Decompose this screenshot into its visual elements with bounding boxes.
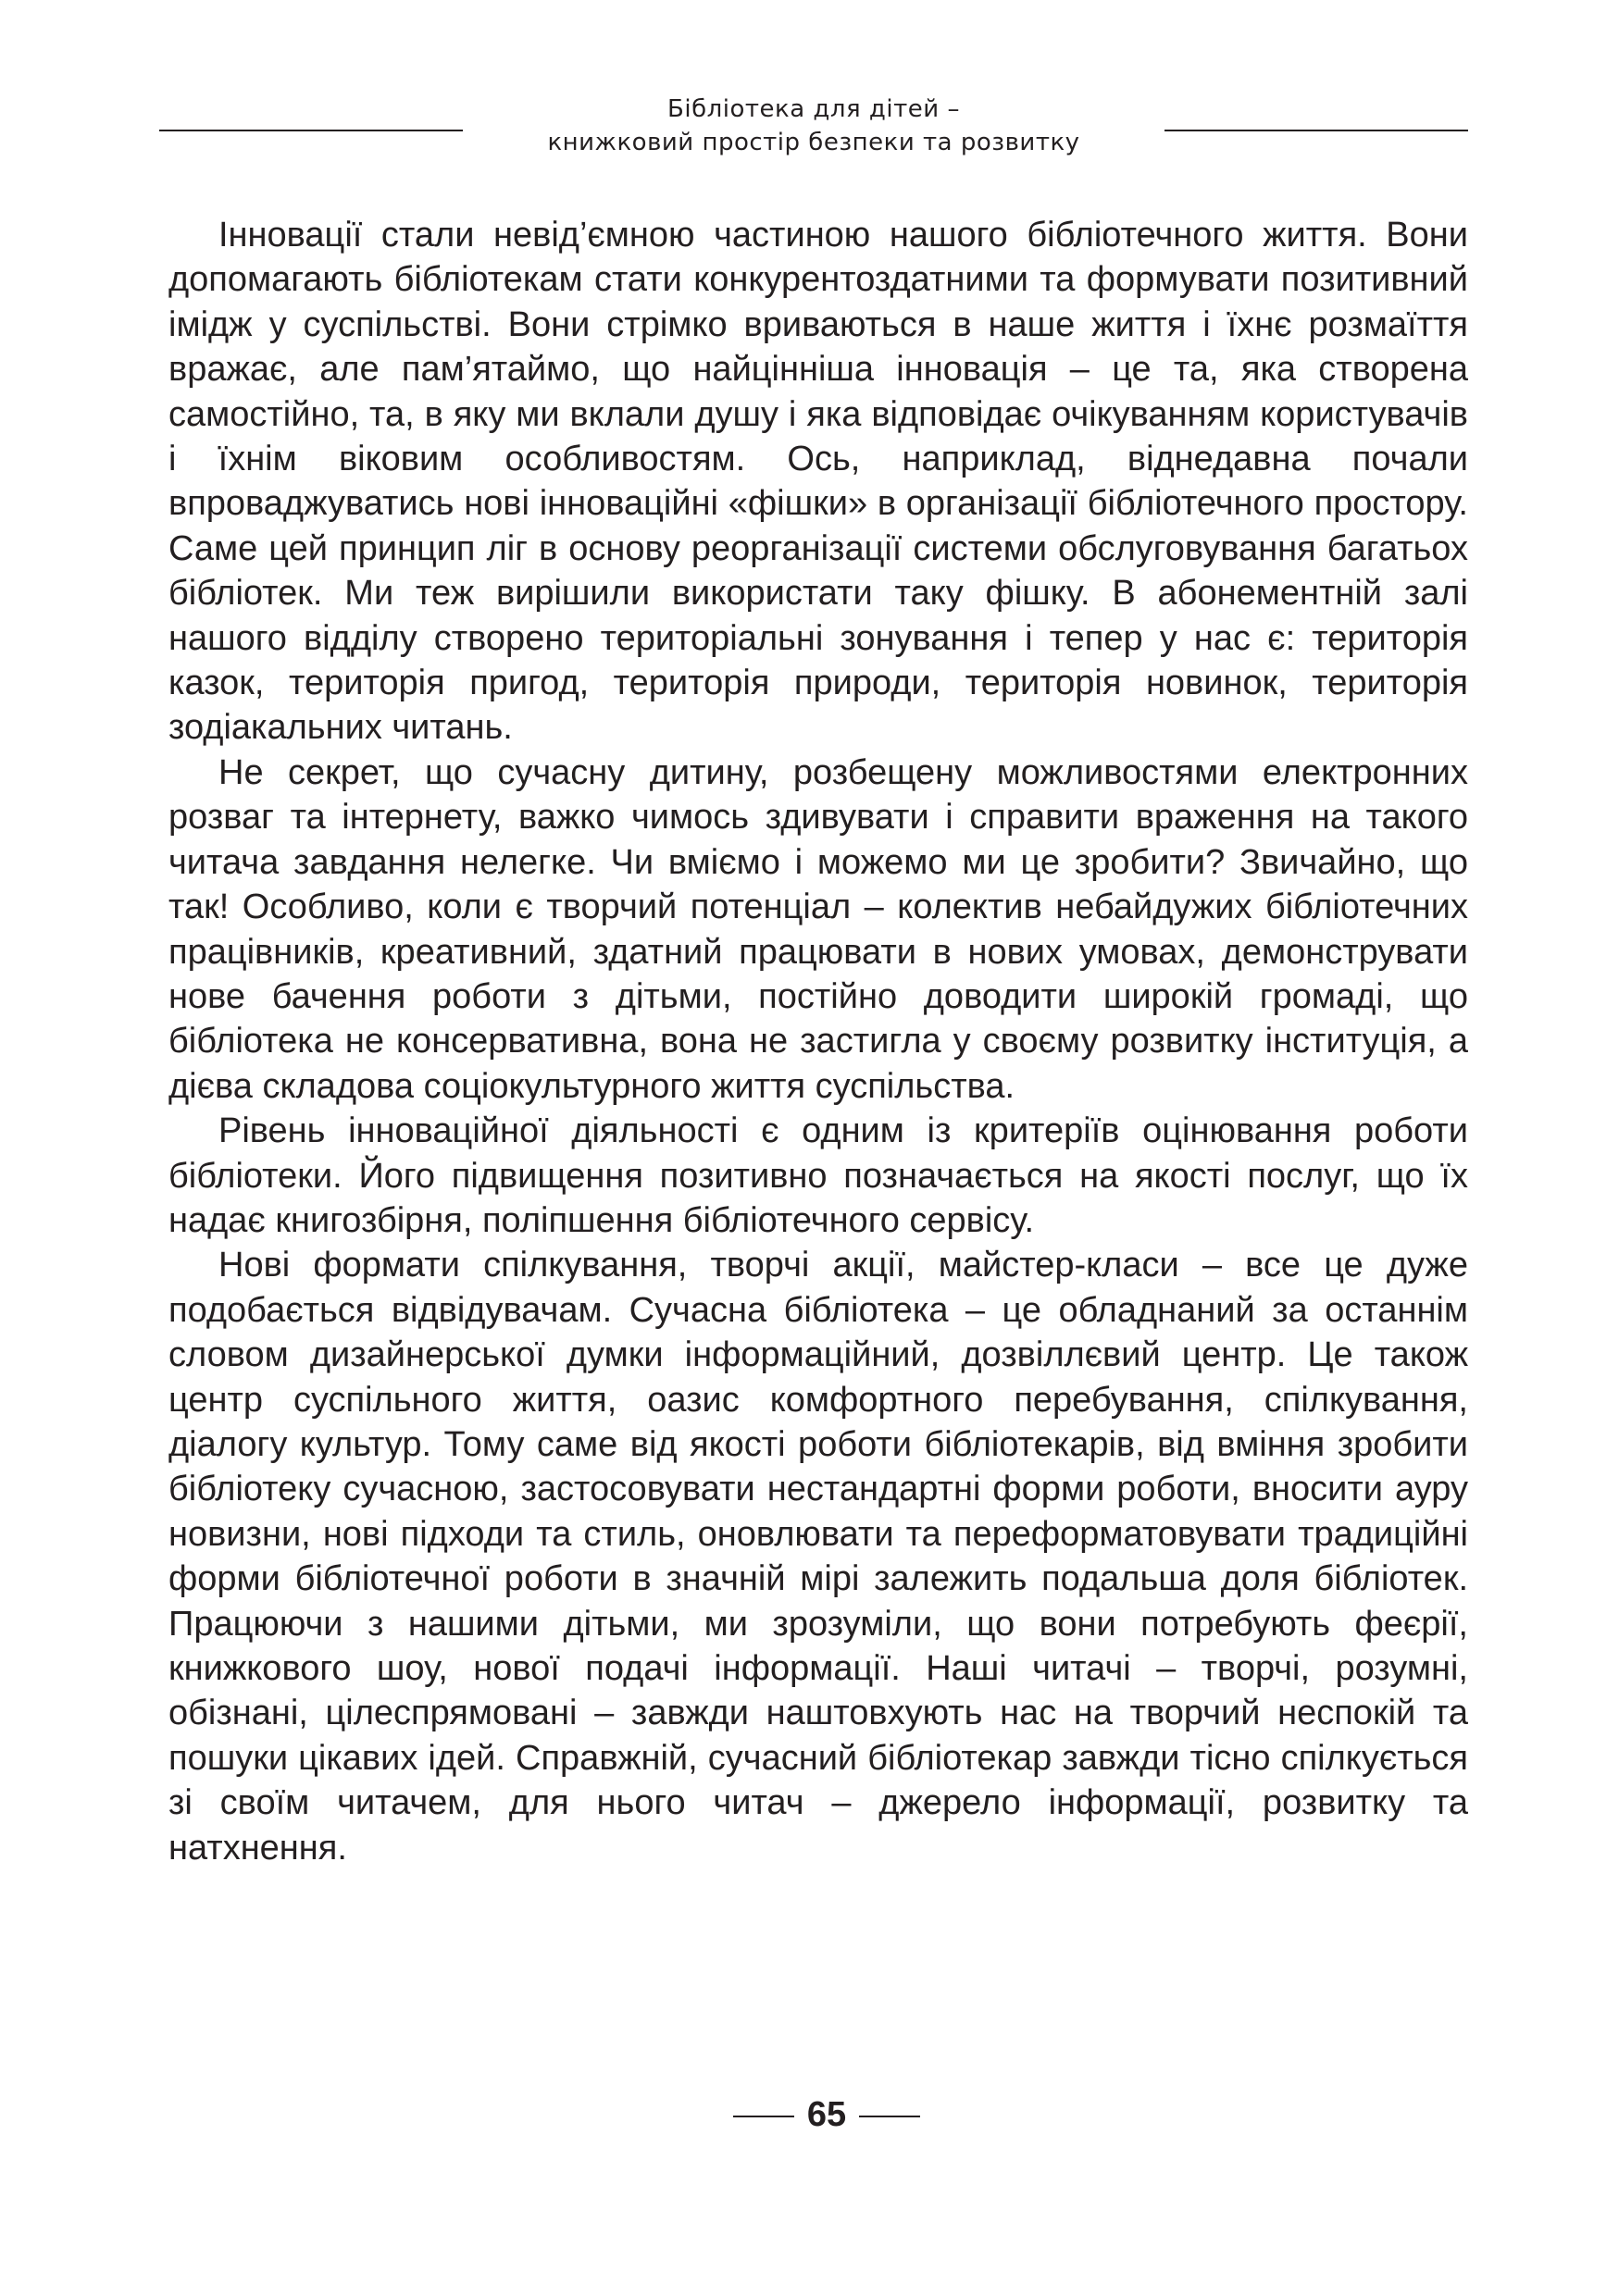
header-title-line-2: книжковий простір безпеки та розвитку bbox=[547, 129, 1080, 156]
running-header bbox=[0, 93, 1619, 176]
paragraph-2: Не секрет, що сучасну дитину, розбещену можливостями електронних розваг та інтернету, важко чимось здивувати і справити враження на такого читача завдання нелегке. Чи вміємо і можемо ми це зробити? Звичайно, що так! Особливо, коли є творчий потенціал – колектив небайдужих бібліотечних працівників, креативний, здатний працювати в нових умовах, демонструвати нове бачення роботи з дітьми, постійно доводити широкій громаді, що бібліотека не консервативна, вона не застигла у своєму розвитку інституція, а дієва складова соціокультурного життя суспільства. bbox=[168, 752, 1468, 1106]
page-footer bbox=[0, 2093, 1619, 2136]
paragraph-3: Рівень інноваційної діяльності є одним із критеріїв оцінювання роботи бібліотеки. Його підвищення позитивно позначається на якості послуг, що їх надає книгозбірня, поліпшення бібліотечного сервісу. bbox=[168, 1111, 1468, 1240]
header-title bbox=[463, 93, 1164, 159]
page-number: 65 bbox=[806, 2095, 847, 2134]
header-rule-left bbox=[159, 130, 463, 131]
page-number-rule-right bbox=[859, 2116, 920, 2117]
body-text bbox=[168, 213, 1468, 1870]
header-title-line-1: Бібліотека для дітей – bbox=[667, 95, 960, 123]
header-rule-right bbox=[1164, 130, 1468, 131]
paragraph-4: Нові формати спілкування, творчі акції, майстер-класи – все це дуже подобається відвідувачам. Сучасна бібліотека – це обладнаний за останнім словом дизайнерської думки інформаційний, дозвіллєвий центр. Це також центр суспільного життя, оазис комфортного перебування, спілкування, діалогу культур. Тому саме від якості роботи бібліотекарів, від вміння зробити бібліотеку сучасною, застосовувати нестандартні форми роботи, вносити ауру новизни, нові підходи та стиль, оновлювати та переформатовувати традиційні форми бібліотечної роботи в значній мірі залежить подальша доля бібліотек. Працюючи з нашими дітьми, ми зрозуміли, що вони потребують феєрії, книжкового шоу, нової подачі інформації. Наші читачі – творчі, розумні, обізнані, цілеспрямовані – завжди наштовхують нас на творчий неспокій та пошуки цікавих ідей. Справжній, сучасний бібліотекар завжди тісно спілкується зі своїм читачем, для нього читач – джерело інформації, розвитку та натхнення. bbox=[168, 1246, 1468, 1868]
page-number-rule-left bbox=[733, 2116, 794, 2117]
paragraph-1: Інновації стали невід’ємною частиною нашого бібліотечного життя. Вони допомагають бібліотекам стати конкурентоздатними та формувати позитивний імідж у суспільстві. Вони стрімко вриваються в наше життя і їхнє розмаїття вражає, але пам’ятаймо, що найцінніша інновація – це та, яка створена самостійно, та, в яку ми вклали душу і яка відповідає очікуванням користувачів і їхнім віковим особливостям. Ось, наприклад, віднедавна почали впроваджуватись нові інноваційні «фішки» в організації бібліотечного простору. Саме цей принцип ліг в основу реорганізації системи обслуговування багатьох бібліотек. Ми теж вирішили використати таку фішку. В абонементній залі нашого відділу створено територіальні зонування і тепер у нас є: територія казок, територія пригод, територія природи, територія новинок, територія зодіакальних читань. bbox=[168, 216, 1468, 748]
